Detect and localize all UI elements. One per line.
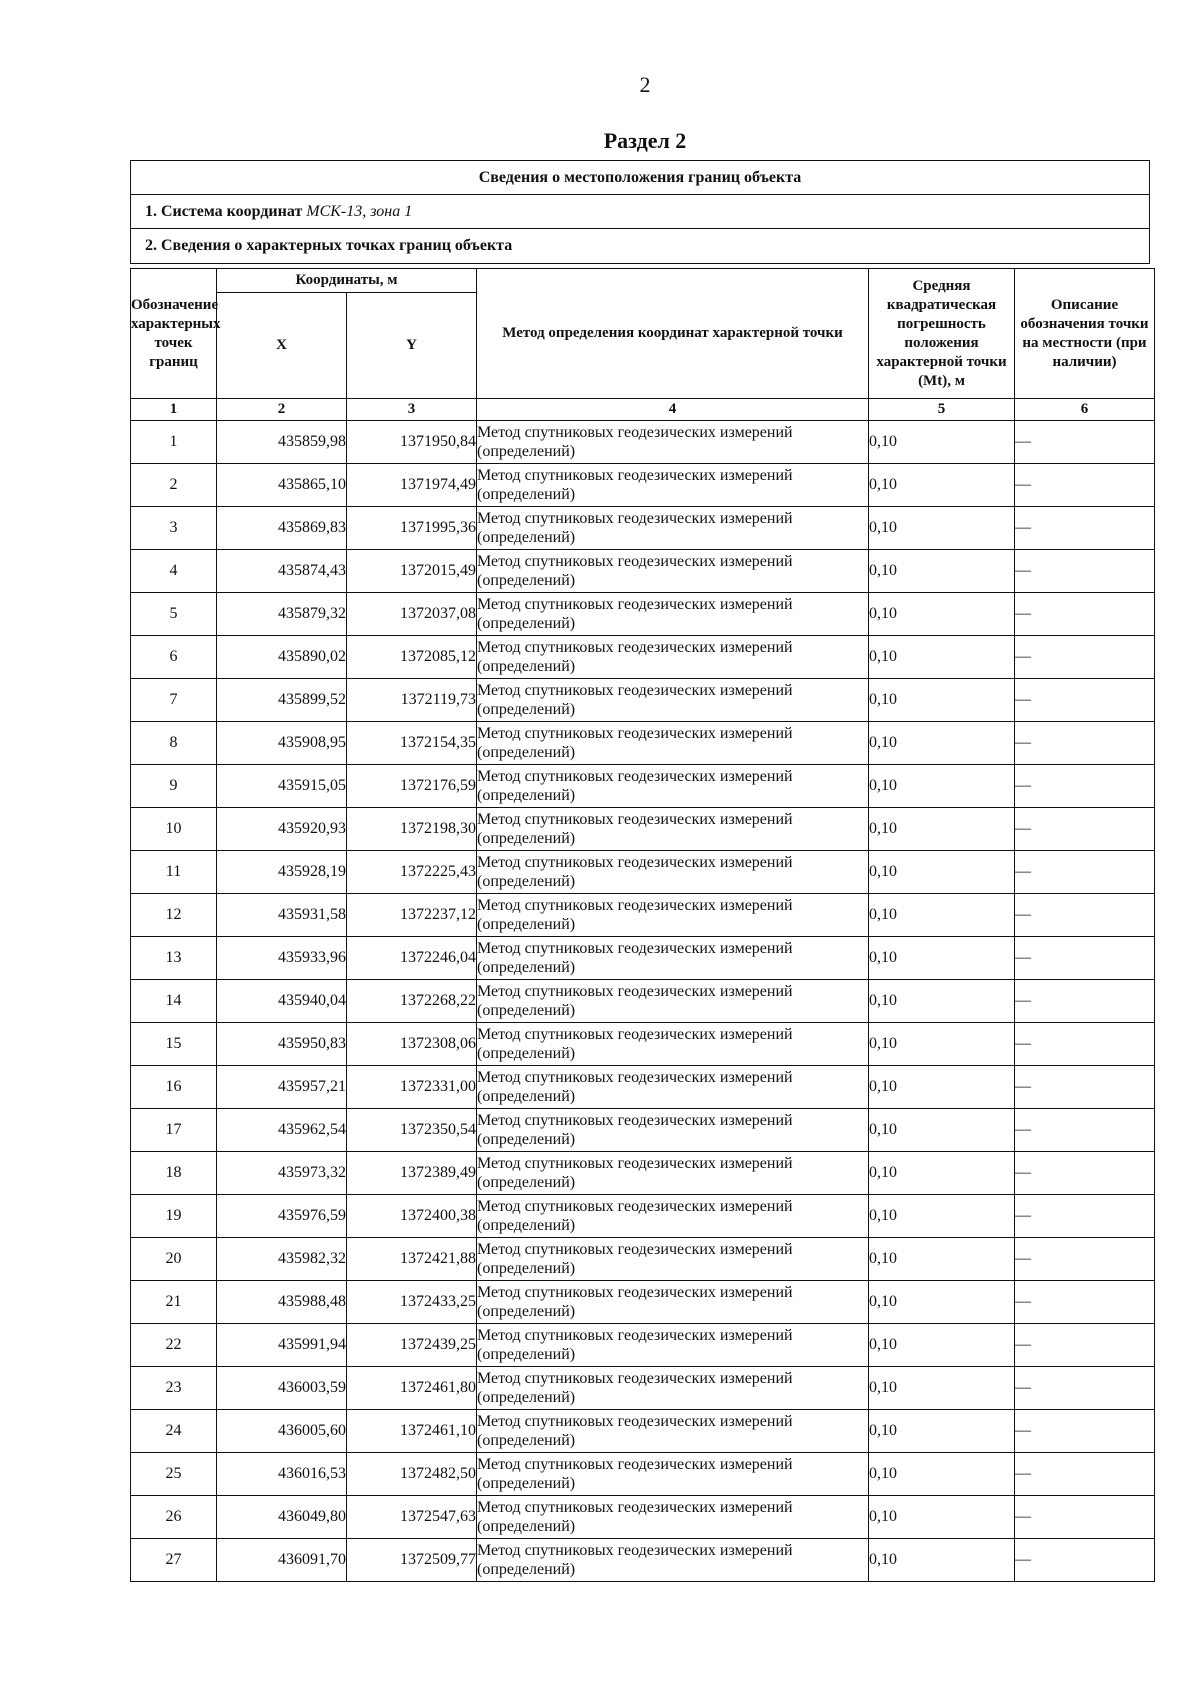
point-y: 1371974,49 — [347, 464, 477, 507]
point-description: — — [1015, 636, 1155, 679]
table-row — [131, 1152, 1155, 1195]
point-error: 0,10 — [869, 636, 1015, 679]
table-row — [131, 1367, 1155, 1410]
point-method: Метод спутниковых геодезических измерений (определений) — [477, 679, 869, 722]
point-number: 14 — [131, 980, 217, 1023]
point-y: 1372461,80 — [347, 1367, 477, 1410]
point-y: 1372547,63 — [347, 1496, 477, 1539]
point-error: 0,10 — [869, 1066, 1015, 1109]
column-number: 2 — [217, 399, 347, 421]
table-row — [131, 507, 1155, 550]
table-row — [131, 765, 1155, 808]
table-row — [131, 894, 1155, 937]
table-row — [131, 937, 1155, 980]
point-x: 435933,96 — [217, 937, 347, 980]
page-number: 2 — [639, 72, 651, 97]
point-number: 5 — [131, 593, 217, 636]
points-table-body — [131, 421, 1155, 1582]
column-number: 5 — [869, 399, 1015, 421]
point-method: Метод спутниковых геодезических измерений (определений) — [477, 1324, 869, 1367]
point-y: 1372225,43 — [347, 851, 477, 894]
point-number: 11 — [131, 851, 217, 894]
table-row — [131, 851, 1155, 894]
point-x: 435957,21 — [217, 1066, 347, 1109]
point-description: — — [1015, 894, 1155, 937]
point-description: — — [1015, 507, 1155, 550]
point-error: 0,10 — [869, 593, 1015, 636]
table-row — [131, 1281, 1155, 1324]
table-row — [131, 980, 1155, 1023]
column-number: 6 — [1015, 399, 1155, 421]
point-y: 1371995,36 — [347, 507, 477, 550]
point-y: 1372037,08 — [347, 593, 477, 636]
point-method: Метод спутниковых геодезических измерений (определений) — [477, 937, 869, 980]
point-y: 1372308,06 — [347, 1023, 477, 1066]
point-y: 1372015,49 — [347, 550, 477, 593]
table-row — [131, 1109, 1155, 1152]
point-x: 436016,53 — [217, 1453, 347, 1496]
point-number: 10 — [131, 808, 217, 851]
point-method: Метод спутниковых геодезических измерений (определений) — [477, 808, 869, 851]
point-error: 0,10 — [869, 1539, 1015, 1582]
table-row — [131, 464, 1155, 507]
point-method: Метод спутниковых геодезических измерений (определений) — [477, 1023, 869, 1066]
point-error: 0,10 — [869, 1453, 1015, 1496]
point-description: — — [1015, 679, 1155, 722]
point-number: 3 — [131, 507, 217, 550]
point-method: Метод спутниковых геодезических измерений (определений) — [477, 507, 869, 550]
point-y: 1372461,10 — [347, 1410, 477, 1453]
point-error: 0,10 — [869, 464, 1015, 507]
point-y: 1372119,73 — [347, 679, 477, 722]
point-description: — — [1015, 1023, 1155, 1066]
point-number: 24 — [131, 1410, 217, 1453]
point-y: 1372154,35 — [347, 722, 477, 765]
point-y: 1372421,88 — [347, 1238, 477, 1281]
point-x: 435879,32 — [217, 593, 347, 636]
table-row — [131, 679, 1155, 722]
point-x: 435869,83 — [217, 507, 347, 550]
point-description: — — [1015, 464, 1155, 507]
point-number: 27 — [131, 1539, 217, 1582]
point-method: Метод спутниковых геодезических измерений (определений) — [477, 636, 869, 679]
point-y: 1372433,25 — [347, 1281, 477, 1324]
point-description: — — [1015, 937, 1155, 980]
column-header-method: Метод определения координат характерной точки — [477, 269, 869, 399]
point-error: 0,10 — [869, 1238, 1015, 1281]
point-number: 15 — [131, 1023, 217, 1066]
column-header-x: X — [217, 293, 347, 399]
point-y: 1372331,00 — [347, 1066, 477, 1109]
point-error: 0,10 — [869, 937, 1015, 980]
point-y: 1372350,54 — [347, 1109, 477, 1152]
point-number: 9 — [131, 765, 217, 808]
point-number: 25 — [131, 1453, 217, 1496]
point-x: 435865,10 — [217, 464, 347, 507]
point-x: 435982,32 — [217, 1238, 347, 1281]
point-method: Метод спутниковых геодезических измерений (определений) — [477, 1453, 869, 1496]
point-method: Метод спутниковых геодезических измерений (определений) — [477, 1496, 869, 1539]
point-error: 0,10 — [869, 1410, 1015, 1453]
point-description: — — [1015, 421, 1155, 464]
characteristic-points-table — [130, 268, 1155, 1582]
point-x: 435950,83 — [217, 1023, 347, 1066]
point-x: 435940,04 — [217, 980, 347, 1023]
point-x: 435976,59 — [217, 1195, 347, 1238]
point-description: — — [1015, 851, 1155, 894]
column-header-designation: Обозначение характерных точек границ — [131, 269, 217, 399]
point-x: 435859,98 — [217, 421, 347, 464]
point-x: 435988,48 — [217, 1281, 347, 1324]
point-y: 1372085,12 — [347, 636, 477, 679]
point-error: 0,10 — [869, 507, 1015, 550]
point-x: 435908,95 — [217, 722, 347, 765]
point-description: — — [1015, 1195, 1155, 1238]
point-x: 435991,94 — [217, 1324, 347, 1367]
point-number: 22 — [131, 1324, 217, 1367]
point-method: Метод спутниковых геодезических измерений (определений) — [477, 421, 869, 464]
table-row — [131, 550, 1155, 593]
point-x: 435874,43 — [217, 550, 347, 593]
boundary-info-title: Сведения о местоположения границ объекта — [131, 161, 1149, 195]
point-method: Метод спутниковых геодезических измерений (определений) — [477, 1281, 869, 1324]
column-header-error: Средняя квадратическая погрешность положения характерной точки (Mt), м — [869, 269, 1015, 399]
point-y: 1371950,84 — [347, 421, 477, 464]
point-number: 2 — [131, 464, 217, 507]
point-method: Метод спутниковых геодезических измерений (определений) — [477, 1539, 869, 1582]
point-method: Метод спутниковых геодезических измерений (определений) — [477, 1152, 869, 1195]
point-method: Метод спутниковых геодезических измерений (определений) — [477, 464, 869, 507]
column-number: 1 — [131, 399, 217, 421]
column-number-row — [131, 399, 1155, 421]
point-error: 0,10 — [869, 851, 1015, 894]
point-x: 436091,70 — [217, 1539, 347, 1582]
point-x: 435928,19 — [217, 851, 347, 894]
table-row — [131, 1195, 1155, 1238]
point-x: 435931,58 — [217, 894, 347, 937]
point-method: Метод спутниковых геодезических измерений (определений) — [477, 593, 869, 636]
point-number: 12 — [131, 894, 217, 937]
point-method: Метод спутниковых геодезических измерений (определений) — [477, 1367, 869, 1410]
point-number: 18 — [131, 1152, 217, 1195]
point-y: 1372482,50 — [347, 1453, 477, 1496]
column-number: 3 — [347, 399, 477, 421]
point-method: Метод спутниковых геодезических измерений (определений) — [477, 980, 869, 1023]
column-header-description: Описание обозначения точки на местности (при наличии) — [1015, 269, 1155, 399]
point-description: — — [1015, 722, 1155, 765]
point-description: — — [1015, 1238, 1155, 1281]
point-x: 435920,93 — [217, 808, 347, 851]
point-description: — — [1015, 550, 1155, 593]
point-method: Метод спутниковых геодезических измерений (определений) — [477, 550, 869, 593]
characteristic-points-title: 2. Сведения о характерных точках границ объекта — [145, 237, 513, 254]
coordinate-system-value: МСК-13, зона 1 — [306, 203, 413, 220]
point-description: — — [1015, 1066, 1155, 1109]
table-row — [131, 1539, 1155, 1582]
point-error: 0,10 — [869, 980, 1015, 1023]
column-number: 4 — [477, 399, 869, 421]
point-description: — — [1015, 1152, 1155, 1195]
point-x: 435962,54 — [217, 1109, 347, 1152]
table-row — [131, 1023, 1155, 1066]
table-row — [131, 1066, 1155, 1109]
point-number: 19 — [131, 1195, 217, 1238]
point-y: 1372400,38 — [347, 1195, 477, 1238]
point-error: 0,10 — [869, 1281, 1015, 1324]
point-number: 17 — [131, 1109, 217, 1152]
table-row — [131, 1324, 1155, 1367]
point-error: 0,10 — [869, 679, 1015, 722]
table-row — [131, 1238, 1155, 1281]
point-x: 436005,60 — [217, 1410, 347, 1453]
point-error: 0,10 — [869, 765, 1015, 808]
point-x: 436049,80 — [217, 1496, 347, 1539]
point-method: Метод спутниковых геодезических измерений (определений) — [477, 1109, 869, 1152]
point-y: 1372389,49 — [347, 1152, 477, 1195]
point-x: 435899,52 — [217, 679, 347, 722]
point-error: 0,10 — [869, 722, 1015, 765]
point-number: 8 — [131, 722, 217, 765]
point-number: 4 — [131, 550, 217, 593]
point-description: — — [1015, 593, 1155, 636]
object-boundary-header — [130, 160, 1150, 264]
point-method: Метод спутниковых геодезических измерений (определений) — [477, 1066, 869, 1109]
point-y: 1372439,25 — [347, 1324, 477, 1367]
table-row — [131, 1410, 1155, 1453]
table-row — [131, 1496, 1155, 1539]
table-row — [131, 722, 1155, 765]
point-x: 435890,02 — [217, 636, 347, 679]
point-number: 16 — [131, 1066, 217, 1109]
point-number: 26 — [131, 1496, 217, 1539]
point-description: — — [1015, 980, 1155, 1023]
point-description: — — [1015, 1410, 1155, 1453]
point-description: — — [1015, 808, 1155, 851]
point-error: 0,10 — [869, 1367, 1015, 1410]
point-error: 0,10 — [869, 1109, 1015, 1152]
point-error: 0,10 — [869, 808, 1015, 851]
point-description: — — [1015, 1109, 1155, 1152]
point-number: 6 — [131, 636, 217, 679]
point-x: 435973,32 — [217, 1152, 347, 1195]
point-error: 0,10 — [869, 1152, 1015, 1195]
point-y: 1372509,77 — [347, 1539, 477, 1582]
point-x: 435915,05 — [217, 765, 347, 808]
point-description: — — [1015, 1453, 1155, 1496]
point-description: — — [1015, 765, 1155, 808]
column-header-coordinates: Координаты, м — [217, 269, 477, 293]
point-method: Метод спутниковых геодезических измерений (определений) — [477, 894, 869, 937]
point-error: 0,10 — [869, 894, 1015, 937]
point-number: 21 — [131, 1281, 217, 1324]
point-number: 20 — [131, 1238, 217, 1281]
point-description: — — [1015, 1496, 1155, 1539]
point-error: 0,10 — [869, 550, 1015, 593]
point-method: Метод спутниковых геодезических измерений (определений) — [477, 1238, 869, 1281]
point-number: 1 — [131, 421, 217, 464]
section-title: Раздел 2 — [603, 128, 687, 153]
point-method: Метод спутниковых геодезических измерений (определений) — [477, 1195, 869, 1238]
table-row — [131, 593, 1155, 636]
point-number: 23 — [131, 1367, 217, 1410]
point-method: Метод спутниковых геодезических измерений (определений) — [477, 851, 869, 894]
point-method: Метод спутниковых геодезических измерений (определений) — [477, 765, 869, 808]
point-description: — — [1015, 1281, 1155, 1324]
point-method: Метод спутниковых геодезических измерений (определений) — [477, 1410, 869, 1453]
point-description: — — [1015, 1539, 1155, 1582]
coordinate-system-label: 1. Система координат — [145, 203, 307, 220]
table-row — [131, 421, 1155, 464]
point-description: — — [1015, 1324, 1155, 1367]
point-number: 13 — [131, 937, 217, 980]
point-y: 1372246,04 — [347, 937, 477, 980]
point-error: 0,10 — [869, 1195, 1015, 1238]
point-description: — — [1015, 1367, 1155, 1410]
table-row — [131, 1453, 1155, 1496]
point-error: 0,10 — [869, 1023, 1015, 1066]
point-y: 1372237,12 — [347, 894, 477, 937]
point-error: 0,10 — [869, 1496, 1015, 1539]
table-row — [131, 808, 1155, 851]
column-header-y: Y — [347, 293, 477, 399]
coordinate-system-row — [131, 195, 1149, 229]
point-error: 0,10 — [869, 1324, 1015, 1367]
point-y: 1372176,59 — [347, 765, 477, 808]
point-method: Метод спутниковых геодезических измерений (определений) — [477, 722, 869, 765]
point-x: 436003,59 — [217, 1367, 347, 1410]
point-y: 1372268,22 — [347, 980, 477, 1023]
point-number: 7 — [131, 679, 217, 722]
table-row — [131, 636, 1155, 679]
point-y: 1372198,30 — [347, 808, 477, 851]
point-error: 0,10 — [869, 421, 1015, 464]
